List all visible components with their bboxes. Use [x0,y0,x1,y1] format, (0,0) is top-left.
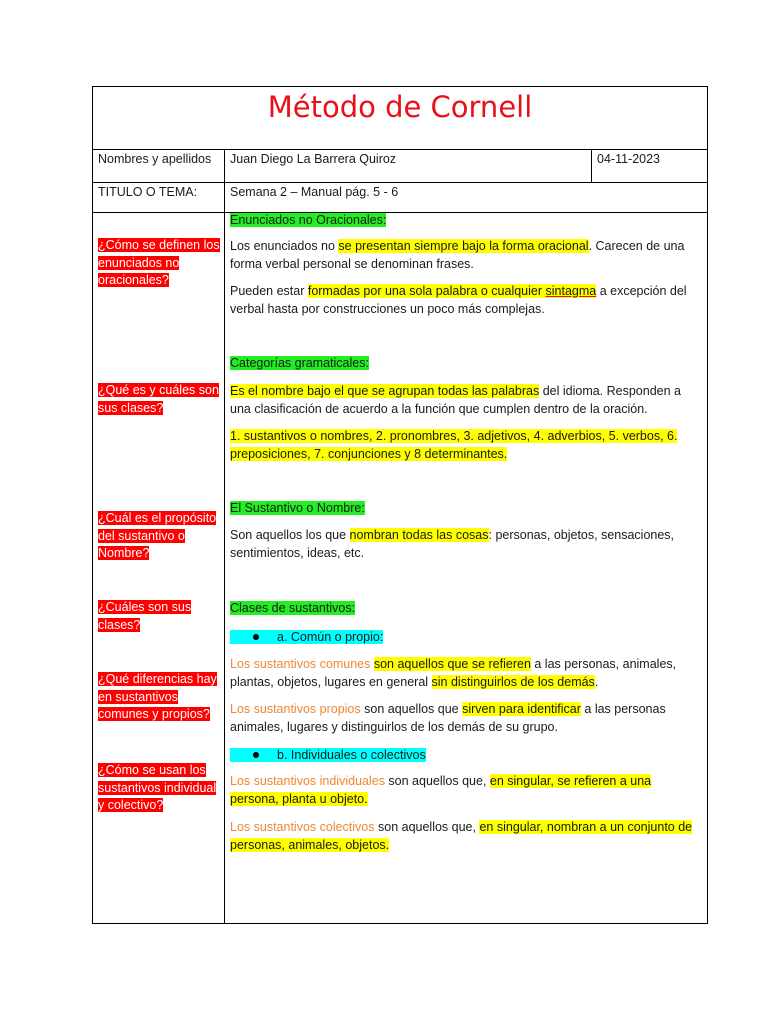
note-paragraph: Los enunciados no se presentan siempre bajo la forma oracional. Carecen de una forma verbal personal se denominan frases. [230,239,685,271]
note-paragraph: Los sustantivos colectivos son aquellos que, en singular, nombran a un conjunto de personas, animales, objetos. [230,820,693,852]
note-paragraph: Los sustantivos propios son aquellos que sirven para identificar a las personas animales, lugares y distinguirlos de los demás de su grupo. [230,702,666,734]
date-value: 04-11-2023 [597,152,661,166]
page-title: Método de Cornell [267,90,533,124]
note-paragraph: Son aquellos los que nombran todas las cosas: personas, objetos, sensaciones, sentimientos, ideas, etc. [230,528,675,560]
cue-question-1: ¿Cómo se definen los enunciados no oracionales? [98,238,220,287]
name-row [93,150,707,183]
cue-column [93,213,225,923]
section-heading-2: Categorías gramaticales: [230,356,369,370]
section-heading-3: El Sustantivo o Nombre: [230,501,365,515]
section-heading-1: Enunciados no Oracionales: [230,213,387,227]
note-paragraph: 1. sustantivos o nombres, 2. pronombres, 3. adjetivos, 4. adverbios, 5. verbos, 6. preposiciones, 7. conjunciones y 8 determinantes. [230,429,678,461]
name-label: Nombres y apellidos [93,150,225,182]
title-row [93,87,707,150]
cue-question-3: ¿Cuál es el propósito del sustantivo o Nombre? [98,511,217,560]
bullet-item: a. Común o propio: [230,628,703,646]
topic-label: TITULO O TEMA: [93,183,225,212]
note-paragraph: Los sustantivos individuales son aquellos que, en singular, se refieren a una persona, planta u objeto. [230,774,652,806]
name-value: Juan Diego La Barrera Quiroz [225,150,592,182]
section-heading-4: Clases de sustantivos: [230,601,356,615]
bullet-dot-icon [253,752,259,758]
note-paragraph: Los sustantivos comunes son aquellos que se refieren a las personas, animales, plantas, objetos, lugares en general sin distinguirlos de los demás. [230,657,677,689]
topic-row [93,183,707,213]
notes-column [225,213,707,923]
bullet-item: b. Individuales o colectivos [230,746,703,764]
cue-question-6: ¿Cómo se usan los sustantivos individual y colectivo? [98,763,217,812]
cue-question-4: ¿Cuáles son sus clases? [98,600,192,632]
bullet-dot-icon [253,634,259,640]
cue-question-5: ¿Qué diferencias hay en sustantivos comunes y propios? [98,672,217,721]
note-paragraph: Es el nombre bajo el que se agrupan todas las palabras del idioma. Responden a una clasificación de acuerdo a la función que cumplen dentro de la oración. [230,384,681,416]
topic-value: Semana 2 – Manual pág. 5 - 6 [230,185,399,199]
cornell-table [92,86,708,924]
cue-question-2: ¿Qué es y cuáles son sus clases? [98,383,219,415]
note-paragraph: Pueden estar formadas por una sola palabra o cualquier sintagma a excepción del verbal hasta por construcciones un poco más complejas. [230,284,687,316]
